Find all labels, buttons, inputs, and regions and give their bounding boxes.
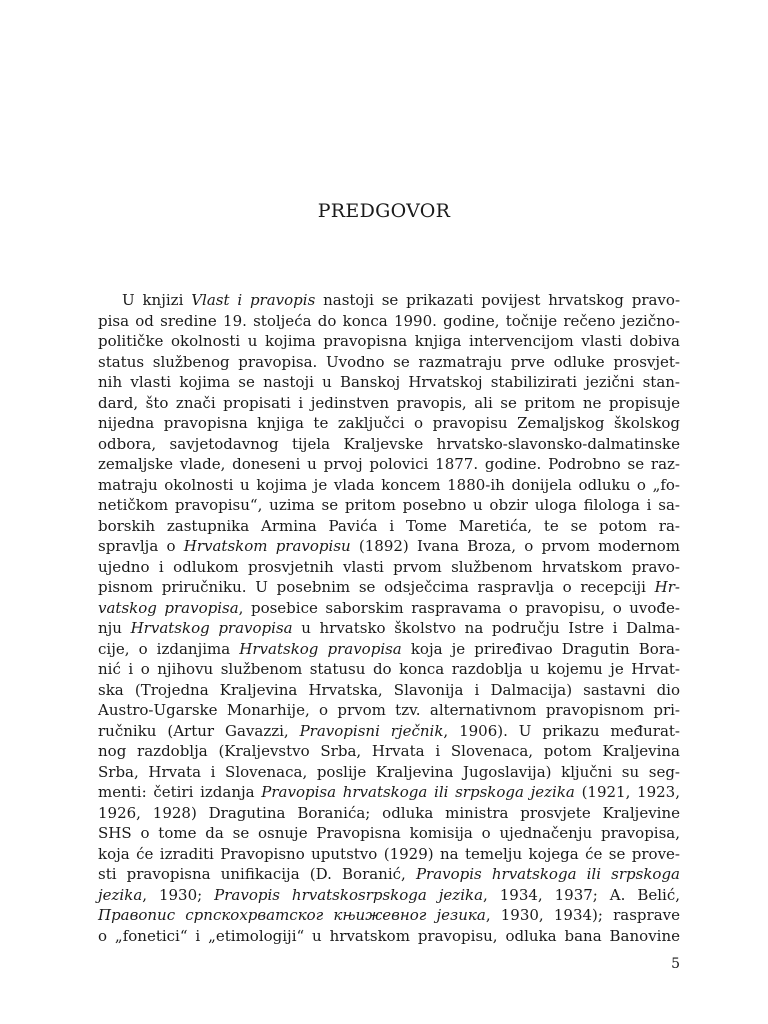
text-line — [98, 434, 680, 455]
text-run: Austro-Ugarske Monarhije, o prvom tzv. alternativnom pravopisnom pri- — [98, 701, 680, 719]
text-line — [98, 454, 680, 475]
italic-title: Hr- — [654, 578, 680, 596]
text-run: pisa od sredine 19. stoljeća do konca 1990. godine, točnije rečeno jezično- — [98, 311, 680, 330]
italic-title: Pravopisa hrvatskoga ili srpskoga jezika — [261, 783, 575, 801]
italic-title: Правопис српскохрватског књижевног језика — [98, 906, 486, 924]
text-run: , 1930, 1934); rasprave — [485, 906, 680, 924]
text-line — [98, 680, 680, 701]
text-run: nastoji se prikazati povijest hrvatskog pravo- — [315, 291, 681, 309]
text-run: borskih zastupnika Armina Pavića i Tome Maretića, te se potom ra- — [98, 516, 680, 535]
italic-title: Pravopis hrvatskoga ili srpskoga — [415, 865, 680, 883]
text-line — [98, 721, 680, 742]
text-line — [98, 393, 680, 414]
text-run: dard, što znači propisati i jedinstven pravopis, ali se pritom ne propisuje — [98, 393, 680, 412]
text-run: SHS o tome da se osnuje Pravopisna komisija o ujednačenju pravopisa, — [98, 824, 680, 842]
text-run: sti pravopisna unifikacija (D. Boranić, — [98, 865, 416, 883]
italic-title: jezika — [98, 885, 143, 904]
italic-title: vatskog pravopisa — [98, 598, 239, 617]
italic-title: Hrvatskog pravopisa — [239, 639, 402, 658]
italic-title: Pravopisni rječnik — [299, 721, 444, 740]
text-run: U knjizi — [122, 291, 192, 309]
text-run: nić i o njihovu službenom statusu do konca razdoblja u kojemu je Hrvat- — [98, 660, 680, 678]
text-run: (1921, 1923, — [574, 783, 680, 801]
text-line — [98, 803, 680, 824]
text-run: , 1934, 1937; A. Belić, — [483, 885, 680, 904]
text-line — [98, 495, 680, 516]
text-run: odbora, savjetodavnog tijela Kraljevske hrvatsko-slavonsko-dalmatinske — [98, 434, 680, 453]
text-run: ujedno i odlukom prosvjetnih vlasti prvom službenom hrvatskom pravo- — [98, 557, 680, 576]
italic-title: Hrvatskog pravopisa — [130, 619, 293, 637]
text-run: političke okolnosti u kojima pravopisna knjiga intervencijom vlasti dobiva — [98, 332, 680, 350]
text-run: o „fonetici“ i „etimologiji“ u hrvatskom pravopisu, odluka bana Banovine — [98, 926, 680, 945]
text-line — [98, 926, 680, 947]
italic-title: Vlast i pravopis — [191, 291, 316, 309]
text-run: pisnom priručniku. U posebnim se odsječcima raspravlja o recepciji — [98, 578, 655, 596]
text-line — [98, 577, 680, 598]
text-run: Srba, Hrvata i Slovenaca, poslije Kraljevina Jugoslavija) ključni su seg- — [98, 762, 680, 781]
body-paragraph — [98, 290, 680, 946]
text-run: (1892) Ivana Broza, o prvom modernom — [350, 537, 680, 555]
text-line — [98, 598, 680, 619]
page-number: 5 — [671, 956, 680, 972]
text-line — [98, 700, 680, 721]
text-line — [98, 844, 680, 865]
text-line — [98, 782, 680, 803]
text-run: ska (Trojedna Kraljevina Hrvatska, Slavonija i Dalmacija) sastavni dio — [98, 680, 680, 699]
text-line — [98, 516, 680, 537]
text-run: u hrvatsko školstvo na području Istre i Dalma- — [292, 619, 680, 637]
text-run: nijedna pravopisna knjiga te zaključci o pravopisu Zemaljskog školskog — [98, 414, 680, 432]
text-line — [98, 659, 680, 680]
text-line — [98, 905, 680, 926]
text-line — [98, 311, 680, 332]
text-line — [98, 331, 680, 352]
text-line — [98, 885, 680, 906]
text-run: , posebice saborskim raspravama o pravopisu, o uvođe- — [238, 598, 680, 617]
text-run: , 1930; — [142, 885, 215, 904]
text-line — [98, 413, 680, 434]
italic-title: Pravopis hrvatskosrpskoga jezika — [214, 885, 484, 904]
text-run: cije, o izdanjima — [98, 639, 240, 658]
text-line — [98, 290, 680, 311]
text-line — [98, 557, 680, 578]
text-line — [98, 864, 680, 885]
text-run: koja će izraditi Pravopisno uputstvo (1929) na temelju kojega će se prove- — [98, 844, 680, 863]
text-run: menti: četiri izdanja — [98, 783, 262, 801]
text-run: spravlja o — [98, 537, 184, 555]
text-run: status službenog pravopisa. Uvodno se razmatraju prve odluke prosvjet- — [98, 352, 680, 371]
italic-title: Hrvatskom pravopisu — [183, 537, 351, 555]
text-run: 1926, 1928) Dragutina Boranića; odluka ministra prosvjete Kraljevine — [98, 803, 680, 822]
text-line — [98, 536, 680, 557]
text-run: nju — [98, 619, 131, 637]
text-run: matraju okolnosti u kojima je vlada koncem 1880-ih donijela odluku o „fo- — [98, 475, 680, 494]
text-run: nog razdoblja (Kraljevstvo Srba, Hrvata i Slovenaca, potom Kraljevina — [98, 742, 680, 760]
text-run: , 1906). U prikazu međurat- — [443, 721, 680, 740]
text-run: zemaljske vlade, doneseni u prvoj polovici 1877. godine. Podrobno se raz- — [98, 455, 680, 473]
page-title: PREDGOVOR — [317, 200, 451, 222]
text-run: nih vlasti kojima se nastoji u Banskoj Hrvatskoj stabilizirati jezični stan- — [98, 373, 680, 391]
text-line — [98, 762, 680, 783]
text-run: ručniku (Artur Gavazzi, — [98, 721, 300, 740]
text-line — [98, 352, 680, 373]
text-line — [98, 618, 680, 639]
text-run: netičkom pravopisu“, uzima se pritom posebno u obzir uloga filologa i sa- — [98, 496, 680, 514]
text-line — [98, 823, 680, 844]
text-line — [98, 475, 680, 496]
text-line — [98, 372, 680, 393]
text-run: koja je priređivao Dragutin Bora- — [401, 639, 680, 658]
text-line — [98, 639, 680, 660]
text-line — [98, 741, 680, 762]
